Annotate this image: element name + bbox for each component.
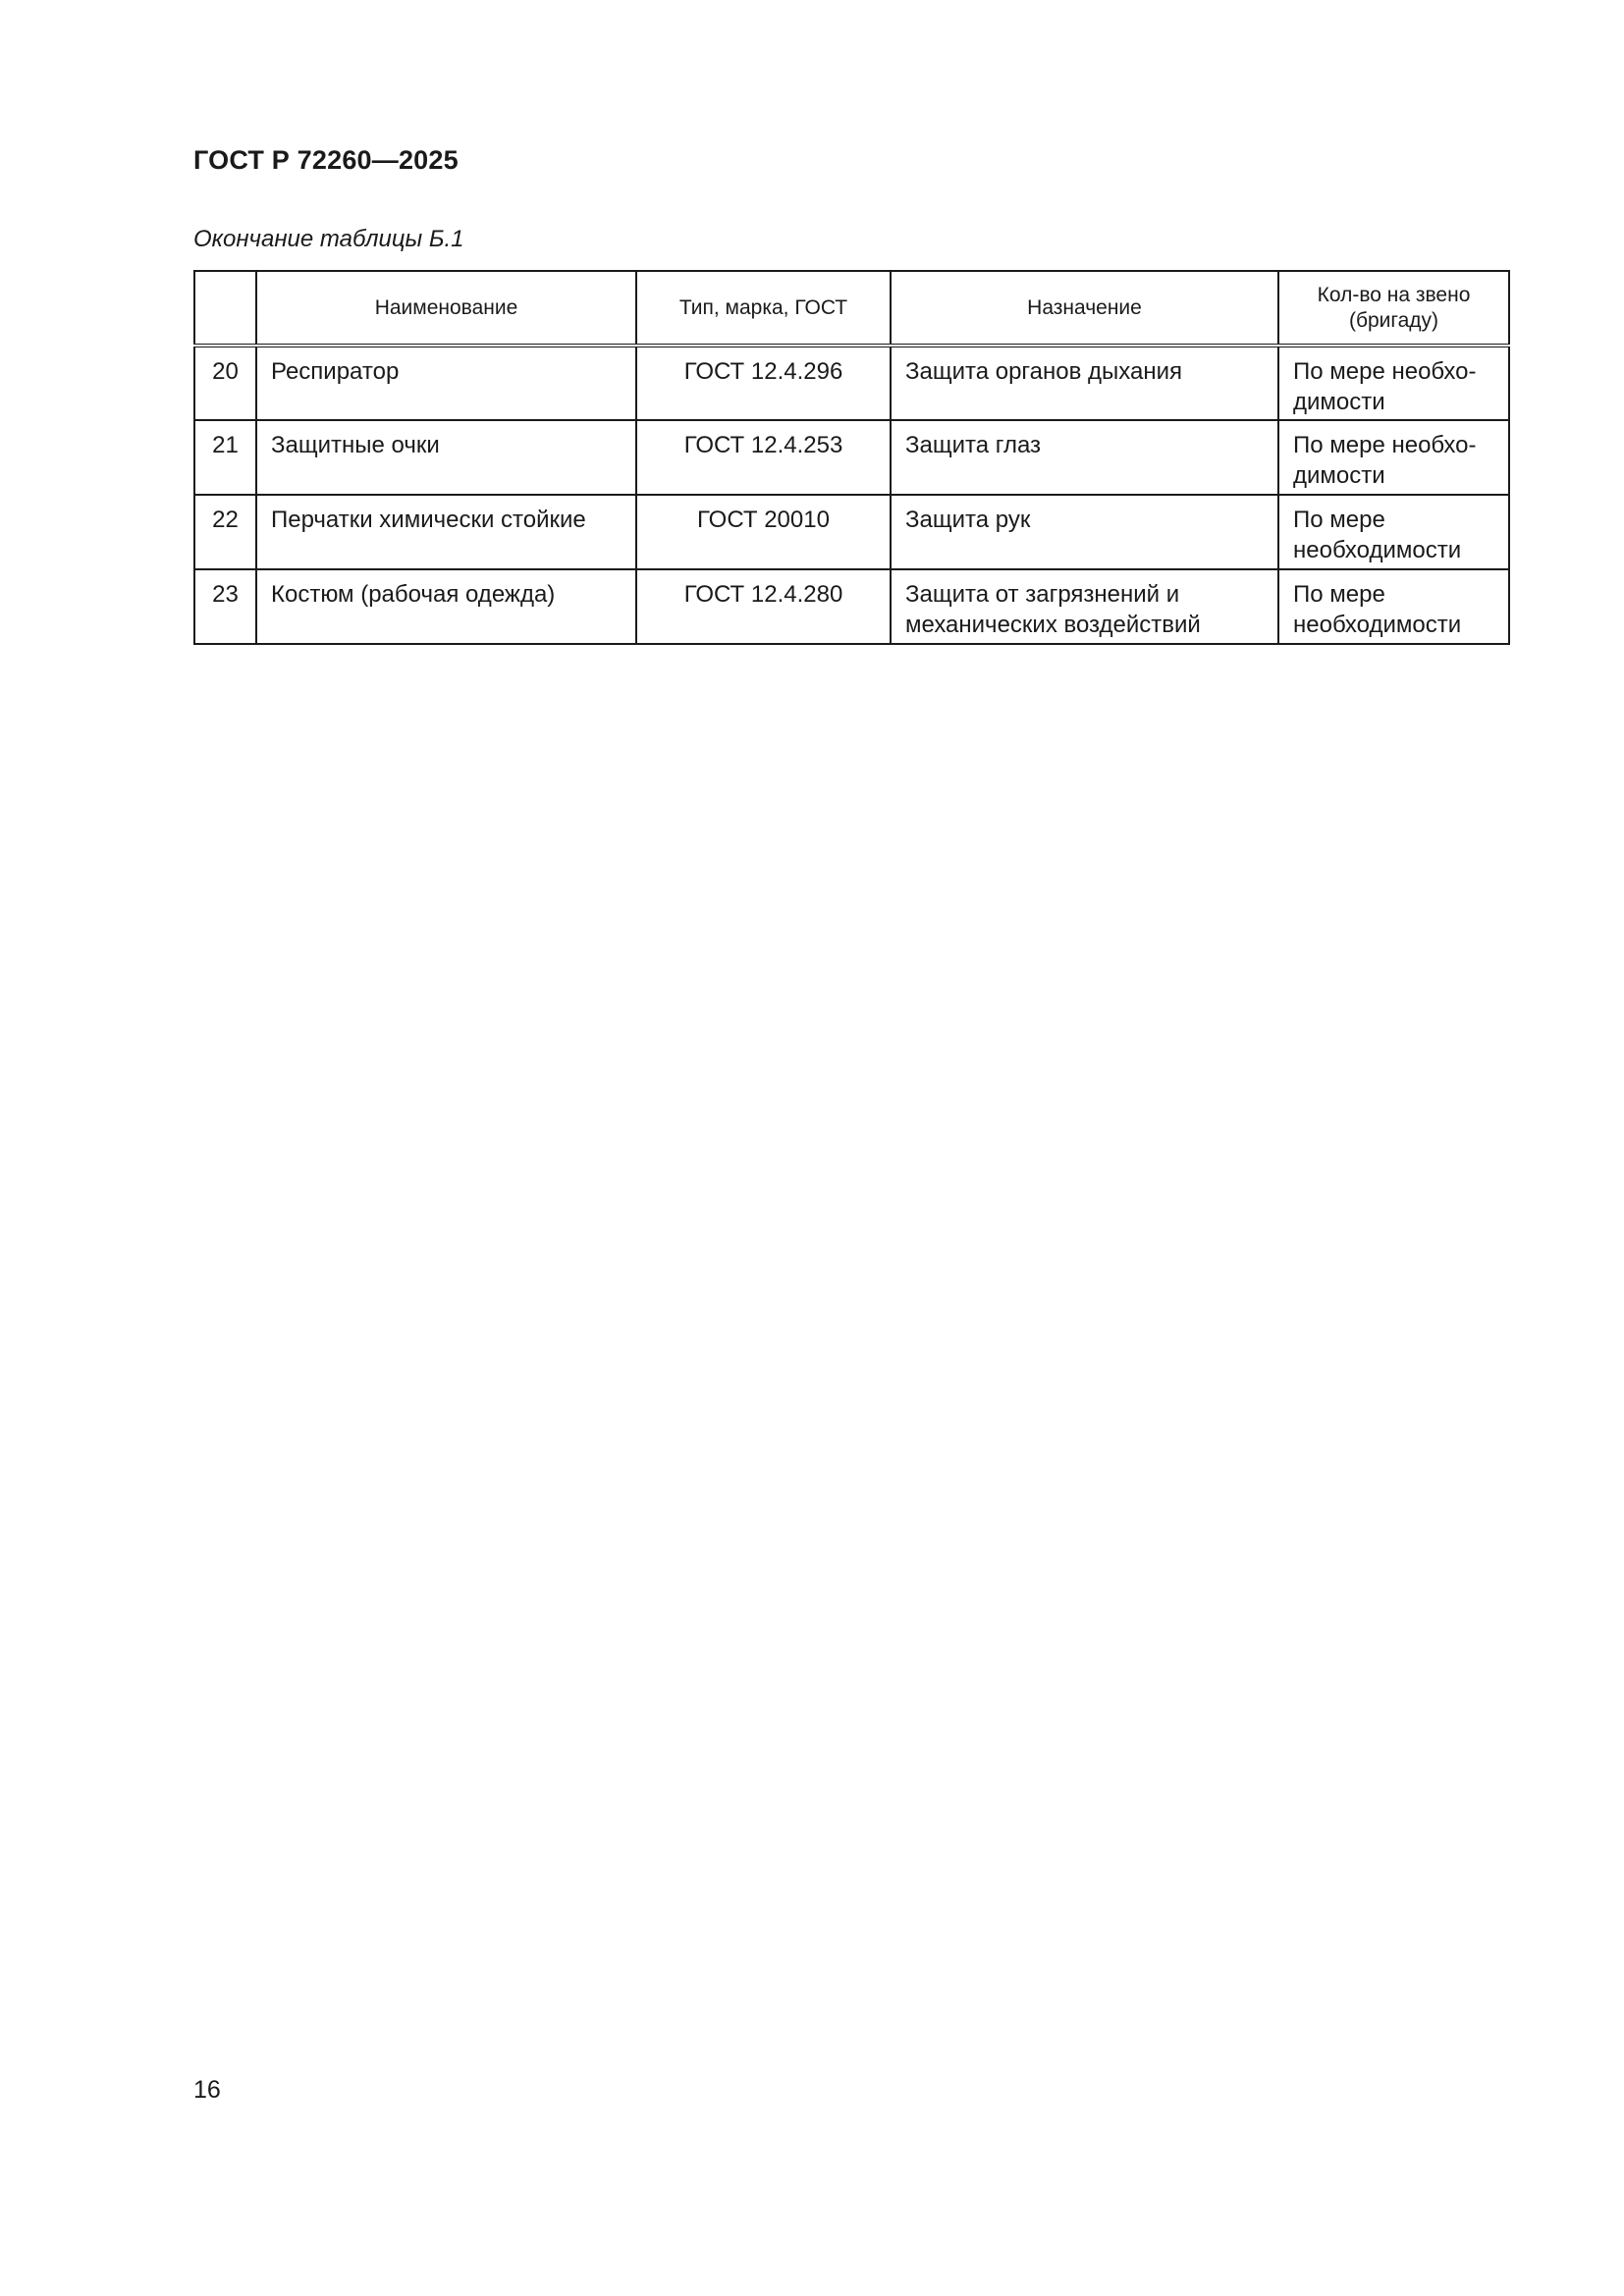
cell-num: 22 [194, 495, 256, 569]
cell-qty-text: По мере необходимости [1293, 507, 1462, 563]
header-qty [1278, 271, 1509, 346]
cell-qty-text: По мере необходимости [1293, 581, 1462, 638]
cell-num: 20 [194, 346, 256, 420]
cell-purpose [891, 569, 1278, 644]
table-container [193, 270, 1508, 645]
cell-num: 21 [194, 420, 256, 495]
cell-purpose: Защита глаз [891, 420, 1278, 495]
cell-qty [1278, 495, 1509, 569]
cell-name: Костюм (рабочая одежда) [256, 569, 636, 644]
cell-type: ГОСТ 12.4.253 [636, 420, 891, 495]
cell-type: ГОСТ 12.4.280 [636, 569, 891, 644]
page-number: 16 [193, 2076, 221, 2104]
cell-qty: По мере необхо-димости [1278, 420, 1509, 495]
header-type: Тип, марка, ГОСТ [636, 271, 891, 346]
cell-qty: По мере необхо-димости [1278, 346, 1509, 420]
cell-purpose: Защита органов дыхания [891, 346, 1278, 420]
cell-purpose: Защита рук [891, 495, 1278, 569]
header-qty-label: Кол-во на звено (бригаду) [1317, 284, 1471, 332]
table-row [194, 346, 1509, 420]
table-row [194, 569, 1509, 644]
cell-name: Защитные очки [256, 420, 636, 495]
cell-num: 23 [194, 569, 256, 644]
cell-type: ГОСТ 12.4.296 [636, 346, 891, 420]
cell-qty [1278, 569, 1509, 644]
table-row [194, 420, 1509, 495]
header-purpose: Назначение [891, 271, 1278, 346]
cell-name: Респиратор [256, 346, 636, 420]
cell-name: Перчатки химически стойкие [256, 495, 636, 569]
header-num [194, 271, 256, 346]
cell-purpose-text: Защита от загрязнений и механических воздействий [905, 581, 1201, 638]
document-code: ГОСТ Р 72260—2025 [193, 145, 459, 175]
table-header-row [194, 271, 1509, 346]
header-name: Наименование [256, 271, 636, 346]
cell-type: ГОСТ 20010 [636, 495, 891, 569]
table-caption: Окончание таблицы Б.1 [193, 226, 464, 252]
equipment-table [193, 270, 1510, 645]
table-row [194, 495, 1509, 569]
